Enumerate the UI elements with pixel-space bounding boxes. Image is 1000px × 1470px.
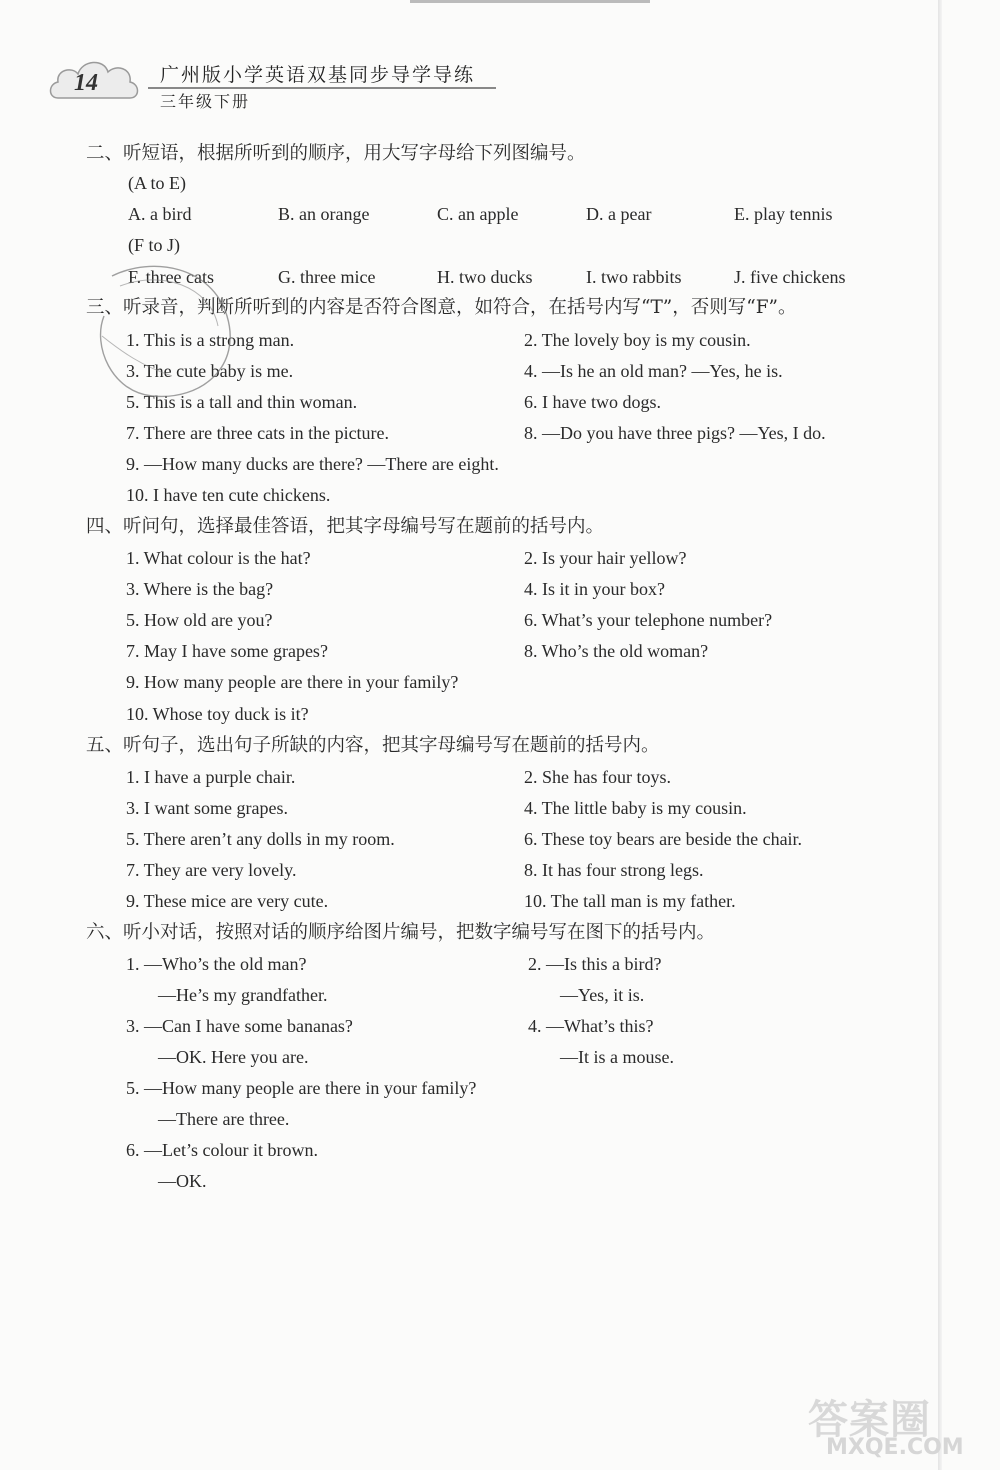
question-item: 1. I have a purple chair. [126, 767, 296, 787]
dialog-line: 5. —How many people are there in your family? [126, 1078, 477, 1098]
question-item: 1. What colour is the hat? [126, 548, 311, 568]
question-item: 3. The cute baby is me. [126, 361, 294, 381]
option-item: E. play tennis [734, 204, 833, 224]
dialog-line: —OK. [158, 1171, 207, 1191]
question-item: 1. This is a strong man. [126, 330, 295, 350]
question-item: 5. There aren’t any dolls in my room. [126, 829, 395, 849]
question-item: 9. —How many ducks are there? —There are eight. [126, 454, 499, 474]
option-item: F. three cats [128, 267, 215, 287]
section-3-heading: 三、听录音，判断所听到的内容是否符合图意，如符合，在括号内写“T”，否则写“F”。 [86, 297, 797, 318]
option-item: A. a bird [128, 204, 192, 224]
section-4-heading: 四、听问句，选择最佳答语，把其字母编号写在题前的括号内。 [86, 516, 605, 537]
top-scan-mark [410, 0, 650, 3]
dialog-line: —He’s my grandfather. [158, 985, 328, 1005]
option-item: I. two rabbits [586, 267, 682, 287]
question-item: 8. —Do you have three pigs? —Yes, I do. [524, 423, 826, 443]
question-item: 10. The tall man is my father. [524, 891, 736, 911]
question-item: 7. May I have some grapes? [126, 641, 328, 661]
section-5-heading: 五、听句子，选出句子所缺的内容，把其字母编号写在题前的括号内。 [86, 735, 660, 756]
watermark-site: MXQE.COM [826, 1435, 964, 1460]
question-item: 7. There are three cats in the picture. [126, 423, 390, 443]
option-item: D. a pear [586, 204, 652, 224]
question-item: 10. I have ten cute chickens. [126, 485, 331, 505]
question-item: 6. I have two dogs. [524, 392, 661, 412]
option-item: B. an orange [278, 204, 370, 224]
question-item: 4. The little baby is my cousin. [524, 798, 747, 818]
watermark-logo: 答案圈 [808, 1397, 931, 1443]
dialog-line: —Yes, it is. [560, 985, 645, 1005]
dialog-line: 1. —Who’s the old man? [126, 954, 307, 974]
group-2-label: (F to J) [128, 235, 181, 255]
group-1-label: (A to E) [128, 173, 186, 193]
dialog-line: —It is a mouse. [560, 1047, 674, 1067]
section-2-heading: 二、听短语，根据所听到的顺序，用大写字母给下列图编号。 [86, 143, 586, 164]
option-item: G. three mice [278, 267, 376, 287]
question-item: 10. Whose toy duck is it? [126, 704, 309, 724]
option-item: H. two ducks [437, 267, 533, 287]
section-6-heading: 六、听小对话，按照对话的顺序给图片编号，把数字编号写在图下的括号内。 [86, 922, 716, 943]
question-item: 6. What’s your telephone number? [524, 610, 773, 630]
question-item: 3. I want some grapes. [126, 798, 288, 818]
page-edge-shadow [938, 0, 942, 1470]
question-item: 5. This is a tall and thin woman. [126, 392, 358, 412]
dialog-line: —There are three. [158, 1109, 290, 1129]
question-item: 2. She has four toys. [524, 767, 671, 787]
question-item: 6. These toy bears are beside the chair. [524, 829, 803, 849]
question-item: 4. —Is he an old man? —Yes, he is. [524, 361, 783, 381]
question-item: 8. Who’s the old woman? [524, 641, 709, 661]
option-item: C. an apple [437, 204, 519, 224]
dialog-line: 2. —Is this a bird? [528, 954, 662, 974]
dialog-line: —OK. Here you are. [158, 1047, 309, 1067]
question-item: 2. The lovely boy is my cousin. [524, 330, 751, 350]
question-item: 9. How many people are there in your family? [126, 672, 459, 692]
question-item: 3. Where is the bag? [126, 579, 274, 599]
dialog-line: 4. —What’s this? [528, 1016, 654, 1036]
page-number: 14 [74, 70, 98, 96]
question-item: 7. They are very lovely. [126, 860, 297, 880]
grade-label: 三年级下册 [160, 92, 251, 111]
dialog-line: 6. —Let’s colour it brown. [126, 1140, 318, 1160]
option-item: J. five chickens [734, 267, 846, 287]
question-item: 5. How old are you? [126, 610, 273, 630]
question-item: 8. It has four strong legs. [524, 860, 704, 880]
question-item: 9. These mice are very cute. [126, 891, 329, 911]
dialog-line: 3. —Can I have some bananas? [126, 1016, 353, 1036]
question-item: 4. Is it in your box? [524, 579, 665, 599]
series-title: 广州版小学英语双基同步导学导练 [160, 64, 476, 86]
hand-drawn-circle-mark [92, 256, 242, 406]
question-item: 2. Is your hair yellow? [524, 548, 687, 568]
